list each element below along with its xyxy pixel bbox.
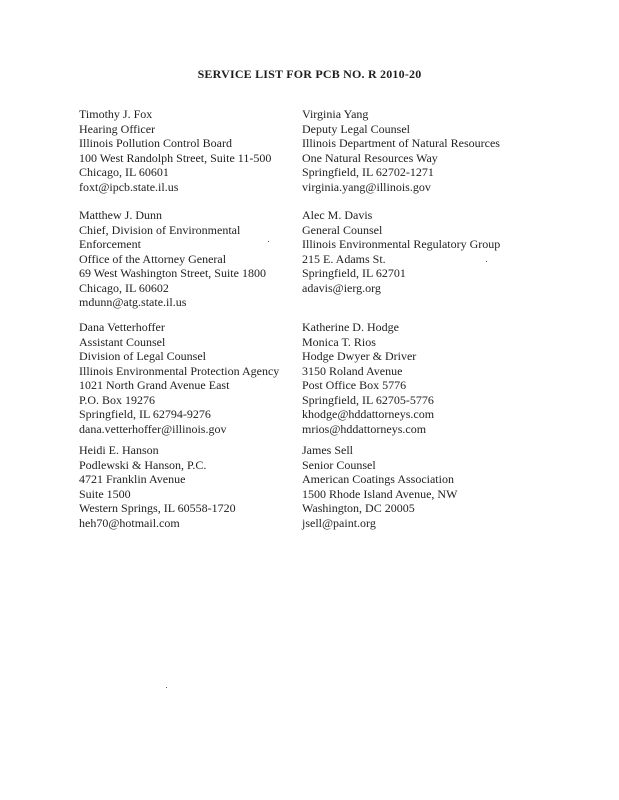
entry-city: Springfield, IL 62701 (302, 266, 406, 280)
entry-name: Matthew J. Dunn (79, 208, 162, 222)
entry-city: Washington, DC 20005 (302, 501, 415, 515)
service-entry-vetterhoffer (79, 320, 279, 436)
entry-address: 100 West Randolph Street, Suite 11-500 (79, 150, 272, 165)
entry-city: Springfield, IL 62794-9276 (79, 407, 211, 421)
entry-organization: American Coatings Association (302, 472, 454, 486)
service-entry-dunn (79, 208, 266, 310)
entry-suite: Suite 1500 (79, 486, 131, 501)
entry-address: 4721 Franklin Avenue (79, 472, 186, 486)
entry-email-second: mrios@hddattorneys.com (302, 421, 427, 436)
entry-title: Assistant Counsel (79, 334, 166, 349)
service-entry-fox (79, 107, 271, 194)
service-entry-davis (302, 208, 500, 295)
entry-email: heh70@hotmail.com (79, 515, 180, 530)
entry-name: Katherine D. Hodge (302, 320, 399, 334)
entry-address: 69 West Washington Street, Suite 1800 (79, 266, 266, 280)
scan-speck (486, 261, 487, 262)
scan-speck (166, 687, 167, 688)
entry-organization: Illinois Environmental Protection Agency (79, 363, 280, 378)
entry-address: 1021 North Grand Avenue East (79, 378, 230, 392)
entry-address: 1500 Rhode Island Avenue, NW (302, 486, 458, 501)
entry-city: Springfield, IL 62702-1271 (302, 165, 434, 179)
entry-address: 215 E. Adams St. (302, 251, 386, 266)
entry-email: dana.vetterhoffer@illinois.gov (79, 421, 227, 436)
entry-city: Springfield, IL 62705-5776 (302, 392, 434, 407)
entry-address: One Natural Resources Way (302, 150, 438, 165)
entry-organization: Illinois Environmental Regulatory Group (302, 237, 501, 251)
entry-title-cont: Enforcement (79, 237, 141, 251)
entry-name: Alec M. Davis (302, 208, 373, 222)
entry-title: Chief, Division of Environmental (79, 222, 241, 237)
entry-email: adavis@ierg.org (302, 280, 381, 295)
entry-title: Deputy Legal Counsel (302, 121, 410, 136)
entry-email: mdunn@atg.state.il.us (79, 295, 187, 309)
entry-organization: Illinois Department of Natural Resources (302, 136, 500, 150)
scan-speck (268, 241, 269, 242)
entry-name: Heidi E. Hanson (79, 443, 159, 457)
entry-email: khodge@hddattorneys.com (302, 407, 435, 421)
entry-organization: Podlewski & Hanson, P.C. (79, 457, 207, 472)
entry-name: Dana Vetterhoffer (79, 320, 165, 334)
entry-name: James Sell (302, 443, 353, 457)
page-title: SERVICE LIST FOR PCB NO. R 2010-20 (197, 67, 422, 81)
entry-email: virginia.yang@illinois.gov (302, 179, 431, 194)
service-entry-hanson (79, 443, 236, 530)
entry-title: General Counsel (302, 222, 383, 237)
entry-title: Senior Counsel (302, 457, 376, 472)
entry-organization: Illinois Pollution Control Board (79, 136, 233, 150)
service-entry-hodge-rios (302, 320, 434, 436)
entry-title: Hearing Officer (79, 121, 156, 136)
entry-po-box: P.O. Box 19276 (79, 392, 156, 407)
entry-email: jsell@paint.org (302, 515, 376, 530)
entry-name-second: Monica T. Rios (302, 334, 376, 349)
entry-name: Timothy J. Fox (79, 107, 153, 121)
entry-city: Western Springs, IL 60558-1720 (79, 501, 236, 515)
entry-address: 3150 Roland Avenue (302, 363, 403, 378)
entry-city: Chicago, IL 60602 (79, 280, 169, 295)
entry-email: foxt@ipcb.state.il.us (79, 179, 179, 194)
service-entry-yang (302, 107, 500, 194)
entry-name: Virginia Yang (302, 107, 369, 121)
entry-division: Division of Legal Counsel (79, 349, 206, 363)
entry-organization: Office of the Attorney General (79, 251, 227, 266)
entry-po-box: Post Office Box 5776 (302, 378, 407, 392)
entry-city: Chicago, IL 60601 (79, 165, 169, 179)
entry-organization: Hodge Dwyer & Driver (302, 349, 417, 363)
service-entry-sell (302, 443, 457, 530)
